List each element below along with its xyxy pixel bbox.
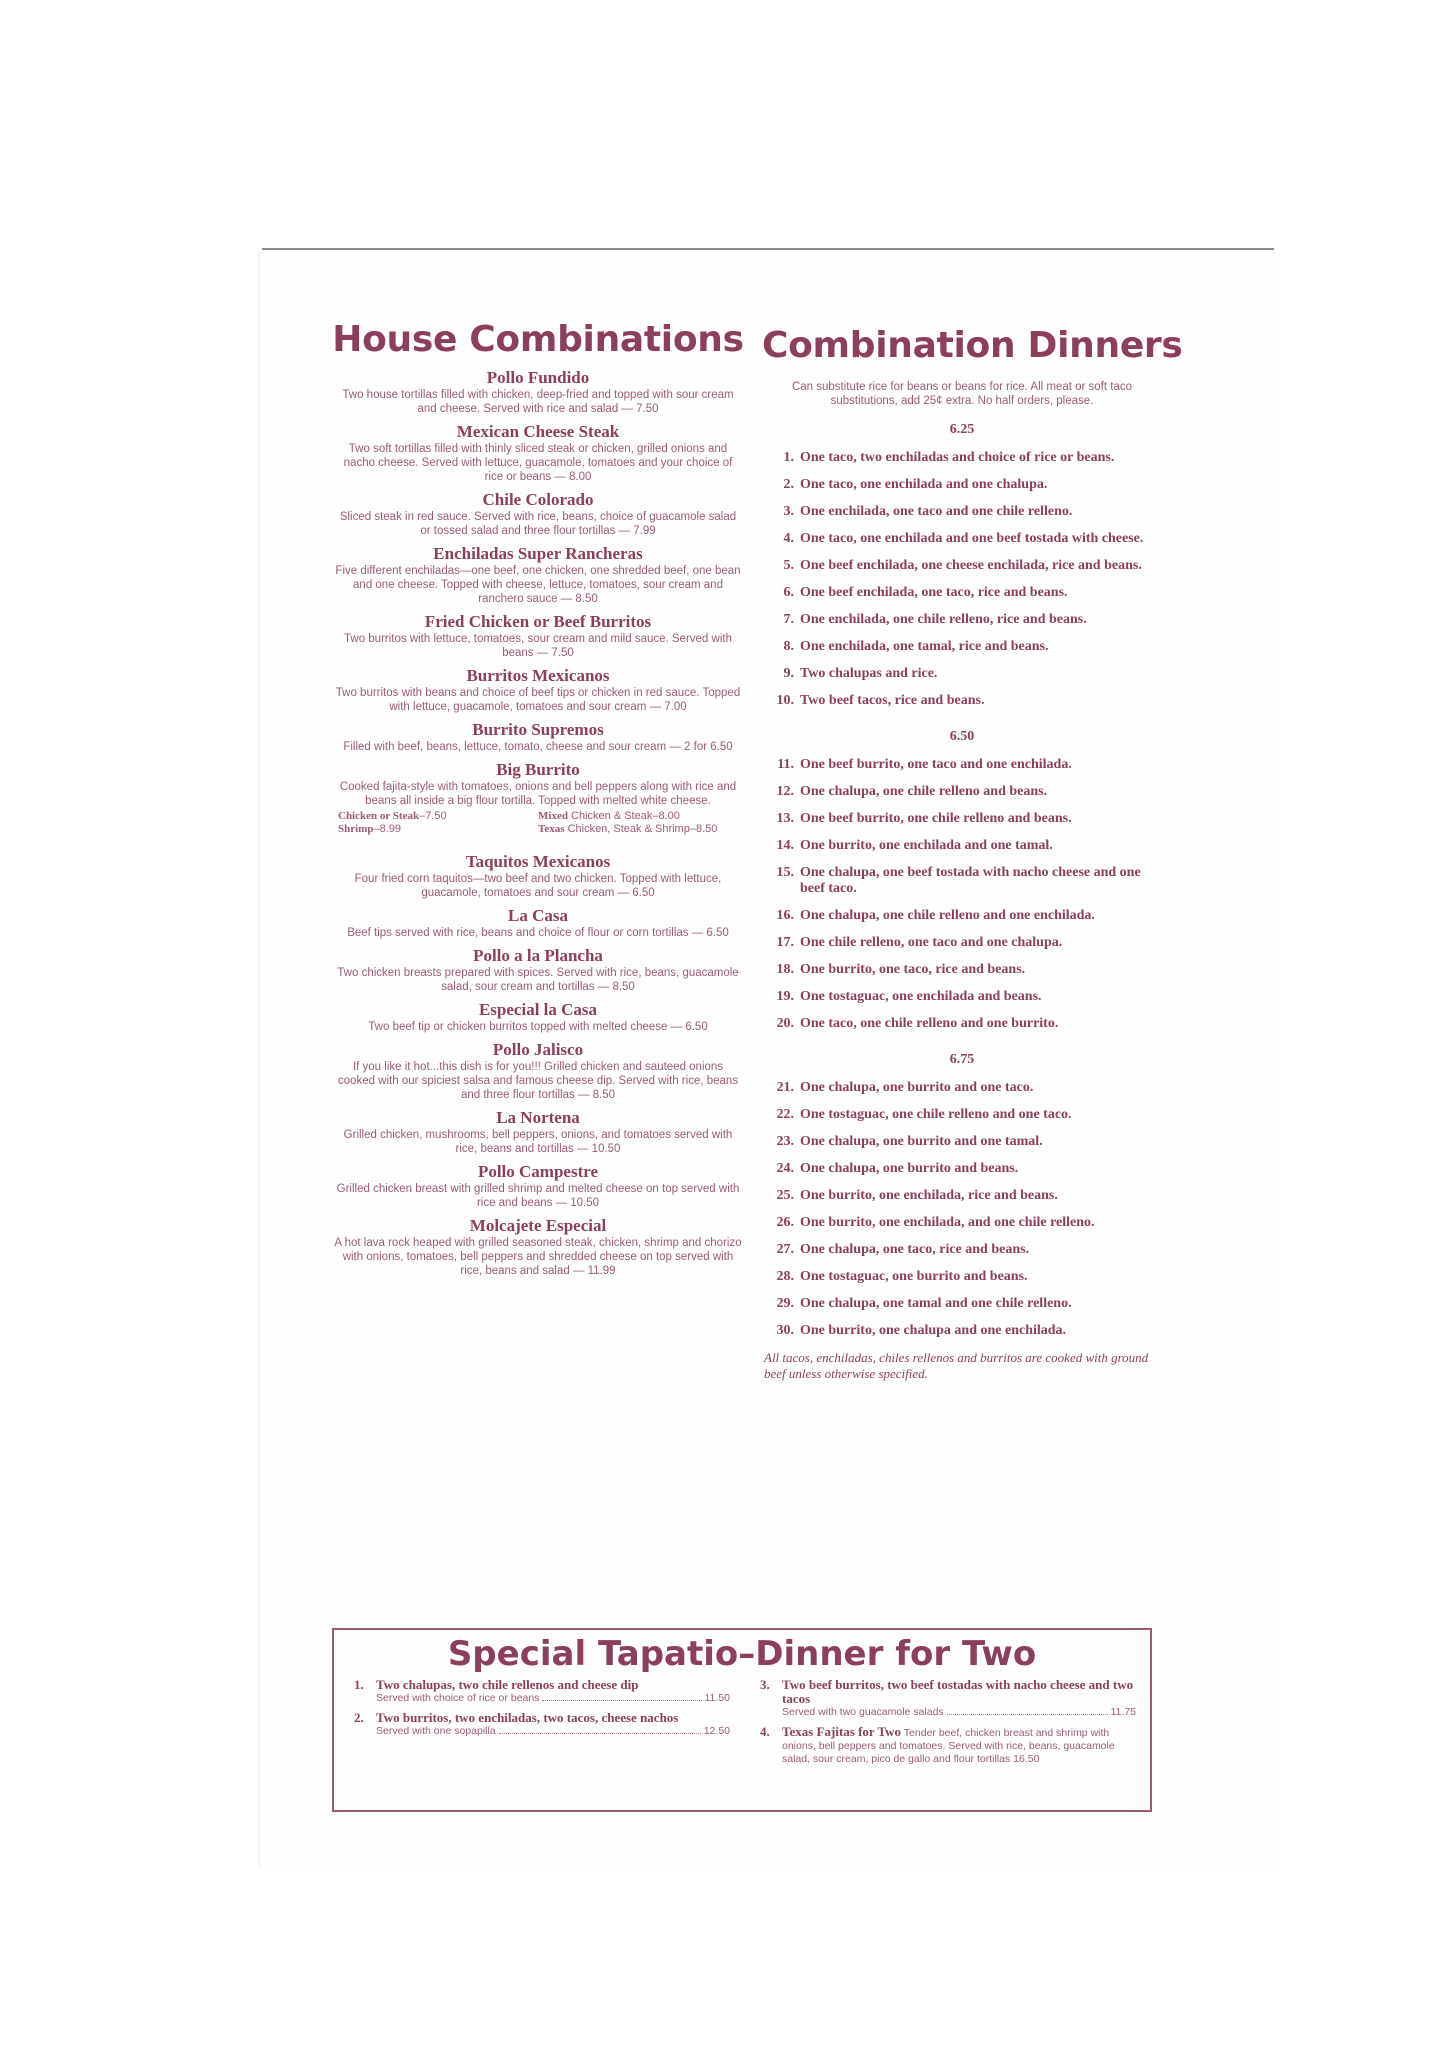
special-item-detail-row (376, 1725, 730, 1738)
special-item-body (376, 1678, 730, 1705)
special-item-body (782, 1678, 1136, 1719)
combo-item: 17. One chile relleno, one taco and one chalupa. (776, 935, 1063, 950)
item-description: Two chicken breasts prepared with spices. Served with rice, beans, guacamole salad, sour cream and tortillas — 8.50 (337, 967, 739, 993)
menu-item (330, 544, 746, 606)
combo-item: 10. Two beef tacos, rice and beans. (776, 693, 985, 708)
combo-item: 2. One taco, one enchilada and one chalupa. (783, 477, 1048, 492)
item-name: La Nortena (496, 1108, 580, 1127)
combo-item: 14. One burrito, one enchilada and one tamal. (776, 838, 1053, 853)
item-name: Fried Chicken or Beef Burritos (424, 612, 652, 631)
special-item-detail-row (376, 1692, 730, 1705)
combo-item: 16. One chalupa, one chile relleno and one enchilada. (776, 908, 1095, 923)
item-description: Two house tortillas filled with chicken, deep-fried and topped with sour cream and cheese. Served with rice and salad — 7.50 (342, 389, 734, 415)
combo-item: 1. One taco, two enchiladas and choice of rice or beans. (783, 450, 1115, 465)
item-description: Grilled chicken breast with grilled shrimp and melted cheese on top served with rice and beans — 10.50 (336, 1183, 740, 1209)
combo-item: 3. One enchilada, one taco and one chile relleno. (783, 504, 1073, 519)
price-option: Shrimp–8.99 (338, 823, 401, 835)
combo-item: 7. One enchilada, one chile relleno, rice and beans. (783, 612, 1087, 627)
combo-item: 22. One tostaguac, one chile relleno and one taco. (776, 1107, 1072, 1122)
special-item-number: 3. (760, 1677, 770, 1692)
item-description: Cooked fajita-style with tomatoes, onions and bell peppers along with rice and beans all inside a big flour tortilla. Topped with melted white cheese. (339, 781, 737, 807)
substitution-note: Can substitute rice for beans or beans for rice. All meat or soft taco substitutions, add 25¢ extra. No half orders, please. (791, 381, 1133, 407)
menu-item (330, 666, 746, 714)
combo-item: 6. One beef enchilada, one taco, rice and beans. (783, 585, 1068, 600)
price-group (762, 1052, 1162, 1339)
menu-item (330, 1216, 746, 1278)
item-description: Two beef tip or chicken burritos topped with melted cheese — 6.50 (368, 1021, 708, 1033)
item-name: Taquitos Mexicanos (465, 852, 611, 871)
price-group-label: 6.25 (949, 422, 975, 437)
item-description: A hot lava rock heaped with grilled seasoned steak, chicken, shrimp and chorizo with onions, tomatoes, bell peppers and shredded cheese on top served with rice, beans and salad — 11.99 (334, 1237, 742, 1277)
big-burrito-prices (338, 810, 738, 836)
combo-item: 29. One chalupa, one tamal and one chile relleno. (776, 1296, 1072, 1311)
price-group (762, 422, 1162, 709)
price-option: Texas Chicken, Steak & Shrimp–8.50 (538, 823, 718, 835)
special-item-name: Two burritos, two enchiladas, two tacos, cheese nachos (376, 1710, 679, 1725)
item-name: Especial la Casa (478, 1000, 598, 1019)
item-name: Pollo Fundido (486, 368, 590, 387)
special-item-number: 1. (354, 1677, 364, 1692)
ground-beef-footnote: All tacos, enchiladas, chiles rellenos and burritos are cooked with ground beef unless otherwise specified. (764, 1350, 1149, 1381)
item-description: Grilled chicken, mushrooms, bell peppers, onions, and tomatoes served with rice, beans and tortillas — 10.50 (343, 1129, 733, 1155)
item-name: Burrito Supremos (472, 720, 604, 739)
menu-item (330, 1000, 746, 1034)
special-item-name: Texas Fajitas for Two (782, 1724, 902, 1739)
special-item-price: 11.50 (704, 1692, 730, 1704)
combo-item: 26. One burrito, one enchilada, and one chile relleno. (776, 1215, 1095, 1230)
price-option: Mixed Chicken & Steak–8.00 (538, 810, 680, 822)
item-description: Four fried corn taquitos—two beef and two chicken. Topped with lettuce, guacamole, tomatoes and sour cream — 6.50 (354, 873, 722, 899)
house-combinations-heading: House Combinations (332, 319, 744, 360)
combo-item: 8. One enchilada, one tamal, rice and beans. (783, 639, 1049, 654)
special-item-detail-row (782, 1706, 1136, 1719)
house-combinations-section (330, 318, 746, 1278)
combo-item: 30. One burrito, one chalupa and one enchilada. (776, 1323, 1067, 1338)
combo-item: 4. One taco, one enchilada and one beef tostada with cheese. (783, 531, 1144, 546)
combination-dinners-section (762, 318, 1183, 1382)
menu-item (330, 852, 746, 900)
special-item-body (782, 1725, 1136, 1766)
menu-item (330, 1108, 746, 1156)
combo-item: 28. One tostaguac, one burrito and beans. (776, 1269, 1028, 1284)
item-name: Enchiladas Super Rancheras (433, 544, 643, 563)
menu-item (330, 612, 746, 660)
item-description: Two soft tortillas filled with thinly sliced steak or chicken, grilled onions and nacho cheese. Served with lettuce, guacamole, tomatoes and your choice of rice or beans — 8.00 (343, 443, 733, 483)
special-item-price: 12.50 (703, 1725, 730, 1737)
special-item (354, 1678, 730, 1705)
special-item-price: 11.75 (1110, 1706, 1136, 1718)
price-group (762, 729, 1162, 1032)
menu-item (330, 422, 746, 484)
combo-item: 23. One chalupa, one burrito and one tamal. (776, 1134, 1043, 1149)
special-item-number: 4. (760, 1724, 770, 1739)
combo-item: 13. One beef burrito, one chile relleno and beans. (776, 811, 1072, 826)
item-name: Big Burrito (496, 760, 580, 779)
leader-dots (499, 1733, 701, 1734)
special-column-left (354, 1678, 730, 1772)
special-dinner-heading: Special Tapatio–Dinner for Two (447, 1634, 1037, 1674)
special-item-body (376, 1711, 730, 1738)
leader-dots (947, 1714, 1108, 1715)
item-name: Pollo a la Plancha (473, 946, 603, 965)
menu-item (330, 490, 746, 538)
menu-item (330, 1162, 746, 1210)
menu-item (330, 946, 746, 994)
item-description: Filled with beef, beans, lettuce, tomato, cheese and sour cream — 2 for 6.50 (343, 741, 733, 753)
item-name: Pollo Campestre (477, 1162, 599, 1181)
price-group-label: 6.75 (949, 1052, 975, 1067)
special-item (760, 1678, 1136, 1719)
item-description: If you like it hot...this dish is for you!!! Grilled chicken and sauteed onions cooked with our spiciest salsa and famous cheese dip. Served with rice, beans and three flour tortillas — 8.50 (337, 1061, 739, 1101)
menu-item (330, 1040, 746, 1102)
combo-item: 11. One beef burrito, one taco and one enchilada. (777, 757, 1072, 772)
item-description: Beef tips served with rice, beans and choice of flour or corn tortillas — 6.50 (347, 927, 729, 939)
special-column-right (760, 1678, 1136, 1772)
special-item-detail: Served with one sopapilla (376, 1725, 496, 1737)
menu-item (330, 760, 746, 836)
special-item-name: Two chalupas, two chile rellenos and cheese dip (376, 1677, 639, 1692)
combo-item: 25. One burrito, one enchilada, rice and beans. (776, 1188, 1058, 1203)
combo-item: 5. One beef enchilada, one cheese enchilada, rice and beans. (783, 558, 1142, 573)
special-item-price: 16.50 (1013, 1753, 1040, 1765)
combo-item: 12. One chalupa, one chile relleno and beans. (776, 784, 1048, 799)
combo-item: 19. One tostaguac, one enchilada and beans. (776, 989, 1042, 1004)
price-option: Chicken or Steak–7.50 (338, 810, 447, 822)
combo-item: 9. Two chalupas and rice. (783, 666, 938, 681)
special-item-detail-row (782, 1725, 1136, 1766)
item-name: Chile Colorado (482, 490, 594, 509)
combo-item: 18. One burrito, one taco, rice and beans. (776, 962, 1026, 977)
item-name: Burritos Mexicanos (466, 666, 610, 685)
price-group-label: 6.50 (949, 729, 975, 744)
combo-item: 27. One chalupa, one taco, rice and beans. (776, 1242, 1030, 1257)
special-item-detail: Served with choice of rice or beans (376, 1692, 540, 1704)
item-name: Pollo Jalisco (492, 1040, 584, 1059)
special-item-number: 2. (354, 1710, 364, 1725)
combo-item: 21. One chalupa, one burrito and one taco. (776, 1080, 1034, 1095)
special-dinner-box (332, 1628, 1152, 1812)
leader-dots (542, 1700, 701, 1701)
menu-item (330, 906, 746, 940)
menu-item (330, 368, 746, 416)
menu-item (330, 720, 746, 754)
combo-item: 15. One chalupa, one beef tostada with nacho cheese and one beef taco. (776, 865, 1141, 896)
item-description: Two burritos with lettuce, tomatoes, sour cream and mild sauce. Served with beans — 7.50 (344, 633, 732, 659)
special-item-name: Two beef burritos, two beef tostadas with nacho cheese and two tacos (782, 1677, 1134, 1706)
item-name: La Casa (508, 906, 568, 925)
special-item-detail: Served with two guacamole salads (782, 1706, 944, 1718)
combo-item: 20. One taco, one chile relleno and one burrito. (776, 1016, 1059, 1031)
combo-item: 24. One chalupa, one burrito and beans. (776, 1161, 1019, 1176)
item-description: Five different enchiladas—one beef, one chicken, one shredded beef, one bean and one cheese. Topped with cheese, lettuce, tomatoes, sour cream and ranchero sauce — 8.50 (335, 565, 741, 605)
item-description: Sliced steak in red sauce. Served with rice, beans, choice of guacamole salad or tossed salad and three flour tortillas — 7.99 (339, 511, 737, 537)
item-name: Mexican Cheese Steak (456, 422, 620, 441)
special-item (354, 1711, 730, 1738)
special-item-detail: Tender beef, chicken breast and shrimp with onions, bell peppers and tomatoes. Served with rice, beans, guacamole salad, sour cream, pico de gallo and flour tortillas (782, 1727, 1115, 1765)
combination-dinners-heading: Combination Dinners (762, 325, 1183, 366)
item-name: Molcajete Especial (469, 1216, 607, 1235)
item-description: Two burritos with beans and choice of beef tips or chicken in red sauce. Topped with lettuce, guacamole, tomatoes and sour cream — 7.00 (335, 687, 741, 713)
special-dinner-items (334, 1674, 1150, 1772)
special-item (760, 1725, 1136, 1766)
